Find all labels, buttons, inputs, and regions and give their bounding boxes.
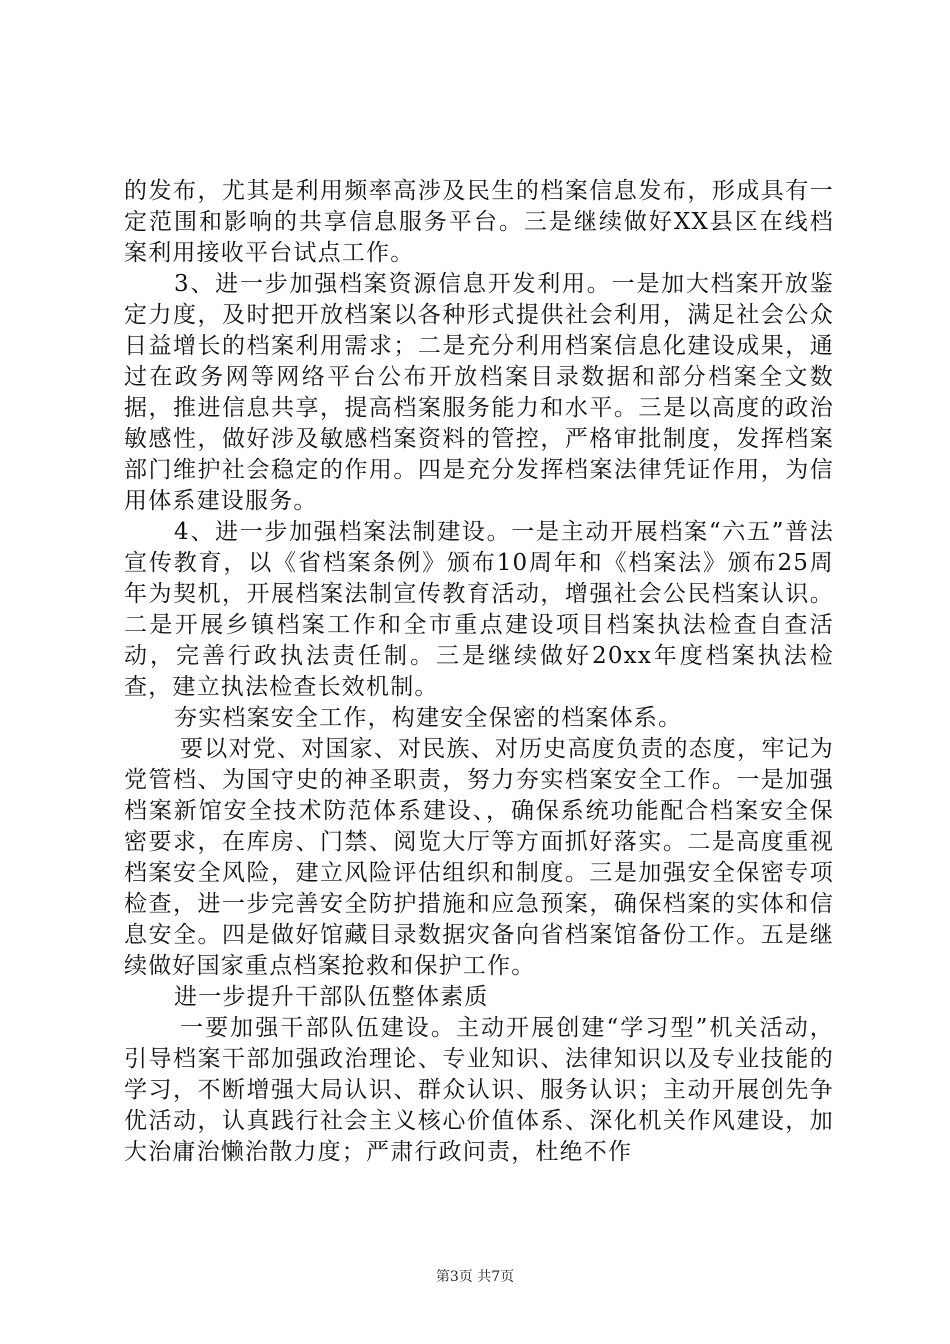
paragraph-item-3: 3、进一步加强档案资源信息开发利用。一是加大档案开放鉴定力度，及时把开放档案以各种形式提供社会利用，满足社会公众日益增长的档案利用需求；二是充分利用档案信息化建设成果，通过在政务网等网络平台公布开放档案目录数据和部分档案全文数据，推进信息共享，提高档案服务能力和水平。三是以高度的政治敏感性，做好涉及敏感档案资料的管控，严格审批制度，发挥档案部门维护社会稳定的作用。四是充分发挥档案法律凭证作用，为信用体系建设服务。: [124, 271, 834, 514]
paragraph-archive-security: 要以对党、对国家、对民族、对历史高度负责的态度，牢记为党管档、为国守史的神圣职责，努力夯实档案安全工作。一是加强档案新馆安全技术防范体系建设、，确保系统功能配合档案安全保密要求，在库房、门禁、阅览大厅等方面抓好落实。二是高度重视档案安全风险，建立风险评估组织和制度。三是加强安全保密专项检查，进一步完善安全防护措施和应急预案，确保档案的实体和信息安全。四是做好馆藏目录数据灾备向省档案馆备份工作。五是继续做好国家重点档案抢救和保护工作。: [124, 736, 834, 979]
section-heading-archive-security: 夯实档案安全工作，构建安全保密的档案体系。: [174, 705, 683, 731]
section-heading-staff-quality: 进一步提升干部队伍整体素质: [174, 984, 489, 1010]
paragraph-continuation: 的发布，尤其是利用频率高涉及民生的档案信息发布，形成具有一定范围和影响的共享信息服务平台。三是继续做好XX县区在线档案利用接收平台试点工作。: [124, 178, 834, 266]
paragraph-item-4: 4、进一步加强档案法制建设。一是主动开展档案“六五”普法宣传教育，以《省档案条例》颁布10周年和《档案法》颁布25周年为契机，开展档案法制宣传教育活动，增强社会公民档案认识。二是开展乡镇档案工作和全市重点建设项目档案执法检查自查活动，完善行政执法责任制。三是继续做好20xx年度档案执法检查，建立执法检查长效机制。: [124, 519, 834, 700]
page-number-footer: 第3页 共7页: [435, 1269, 515, 1285]
document-body: [124, 176, 834, 1168]
paragraph-staff-quality: 一要加强干部队伍建设。主动开展创建“学习型”机关活动，引导档案干部加强政治理论、专业知识、法律知识以及专业技能的学习，不断增强大局认识、群众认识、服务认识；主动开展创先争优活动，认真践行社会主义核心价值体系、深化机关作风建设，加大治庸治懒治散力度；严肃行政问责，杜绝不作: [124, 1015, 834, 1165]
